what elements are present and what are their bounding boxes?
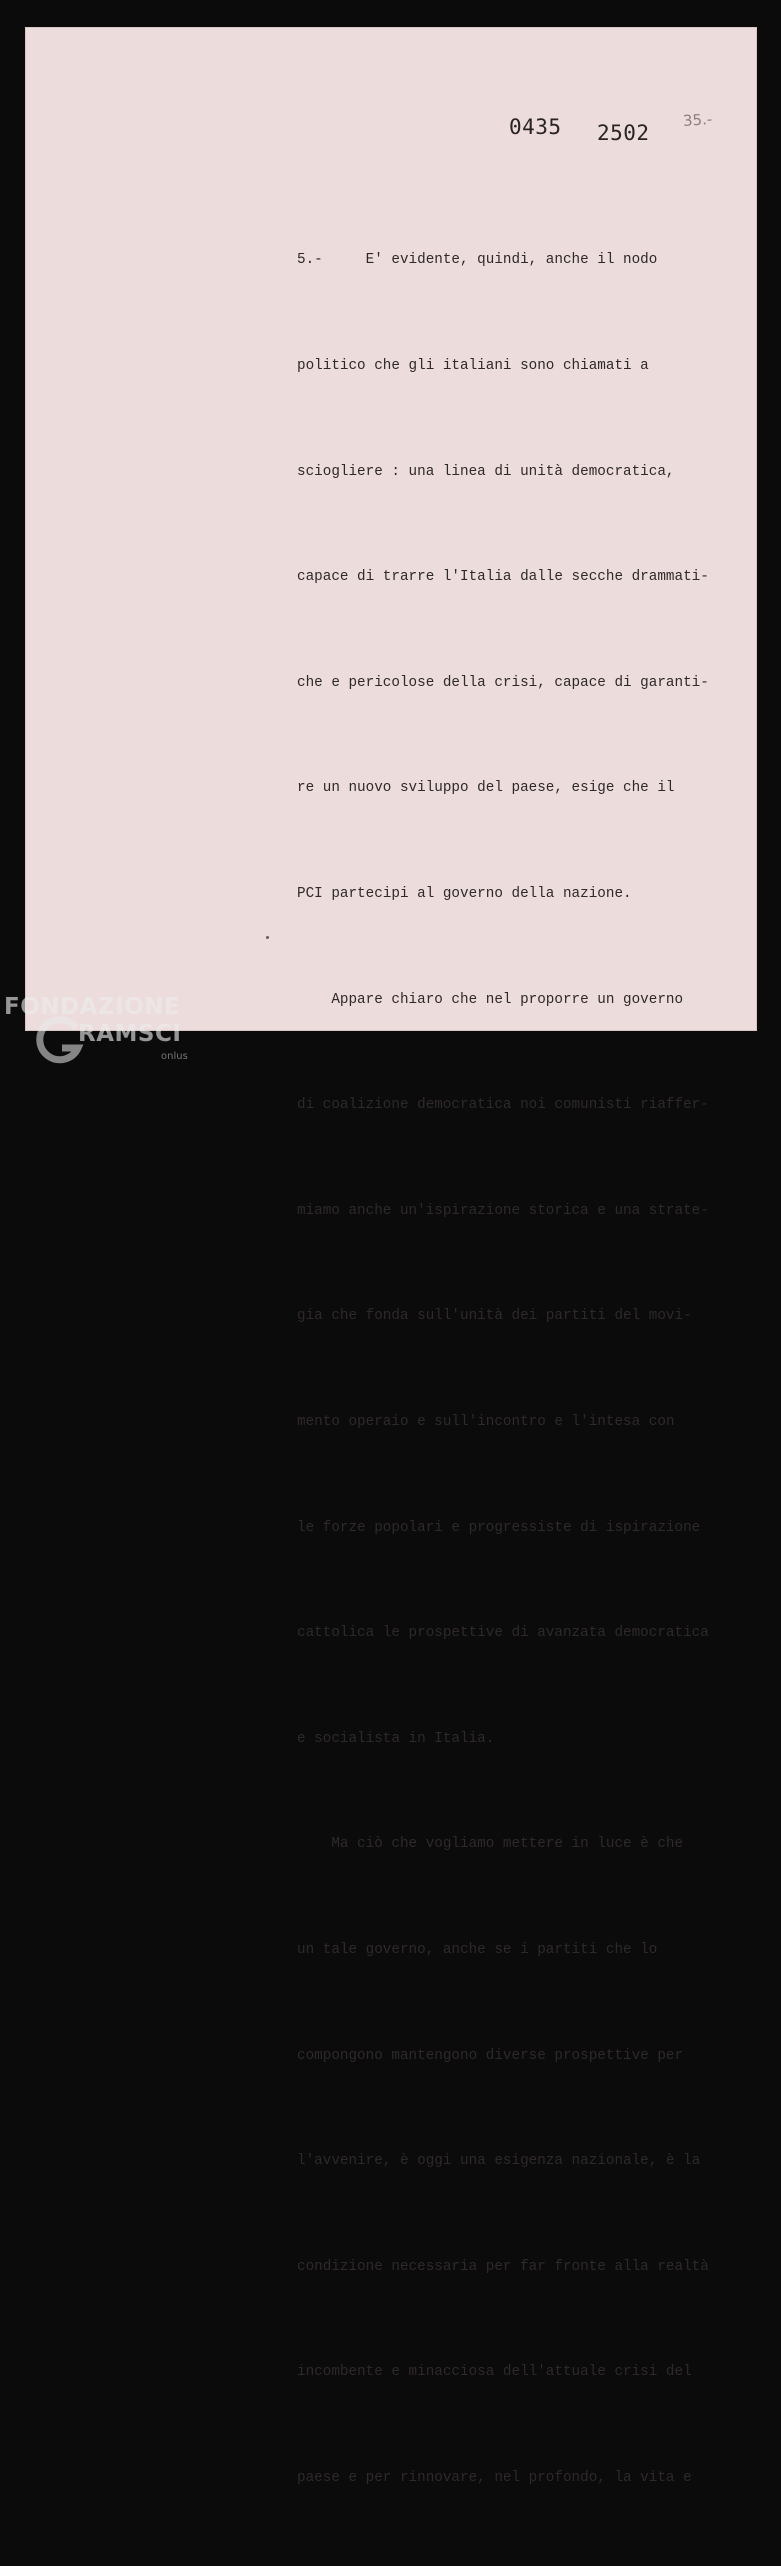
text-line-16: Ma ciò che vogliamo mettere in luce è che <box>297 1836 684 1853</box>
text-line-19: l'avvenire, è oggi una esigenza nazionale, è la <box>297 2153 701 2170</box>
paper-speck <box>266 936 269 939</box>
archive-stamp-number-left: 0435 <box>509 115 562 139</box>
text-line-17: un tale governo, anche se i partiti che lo <box>297 1941 658 1958</box>
watermark-onlus: onlus <box>161 1051 188 1062</box>
text-line-22: paese e per rinnovare, nel profondo, la vita e <box>297 2469 692 2486</box>
text-line-5: che e pericolose della crisi, capace di garanti- <box>297 674 709 691</box>
typewritten-text <box>297 173 747 2566</box>
text-line-14: cattolica le prospettive di avanzata democratica <box>297 1625 709 1642</box>
text-line-13: le forze popolari e progressiste di ispirazione <box>297 1519 701 1536</box>
archive-stamp-number-right: 2502 <box>597 121 650 145</box>
pencil-page-note: 35.- <box>682 110 713 130</box>
text-line-4: capace di trarre l'Italia dalle secche drammati- <box>297 569 709 586</box>
text-line-3: sciogliere : una linea di unità democratica, <box>297 463 675 480</box>
fondazione-gramsci-watermark <box>4 994 204 1080</box>
text-line-20: condizione necessaria per far fronte alla realtà <box>297 2258 709 2275</box>
text-line-21: incombente e minacciosa dell'attuale crisi del <box>297 2364 692 2381</box>
text-line-8: Appare chiaro che nel proporre un governo <box>297 991 684 1008</box>
text-line-1: 5.- E' evidente, quindi, anche il nodo <box>297 252 658 269</box>
text-line-6: re un nuovo sviluppo del paese, esige che il <box>297 780 675 797</box>
text-line-12: mento operaio e sull'incontro e l'intesa con <box>297 1413 675 1430</box>
text-line-18: compongono mantengono diverse prospettive per <box>297 2047 684 2064</box>
text-line-15: e socialista in Italia. <box>297 1730 495 1747</box>
text-line-7: PCI partecipi al governo della nazione. <box>297 885 632 902</box>
text-line-10: miamo anche un'ispirazione storica e una strate- <box>297 1202 709 1219</box>
text-line-9: di coalizione democratica noi comunisti riaffer- <box>297 1097 709 1114</box>
watermark-line-1: FONDAZIONE <box>4 994 181 1020</box>
text-line-11: gia che fonda sull'unità dei partiti del movi- <box>297 1308 692 1325</box>
watermark-line-2: RAMSCI <box>78 1021 182 1047</box>
text-line-2: politico che gli italiani sono chiamati a <box>297 358 649 374</box>
